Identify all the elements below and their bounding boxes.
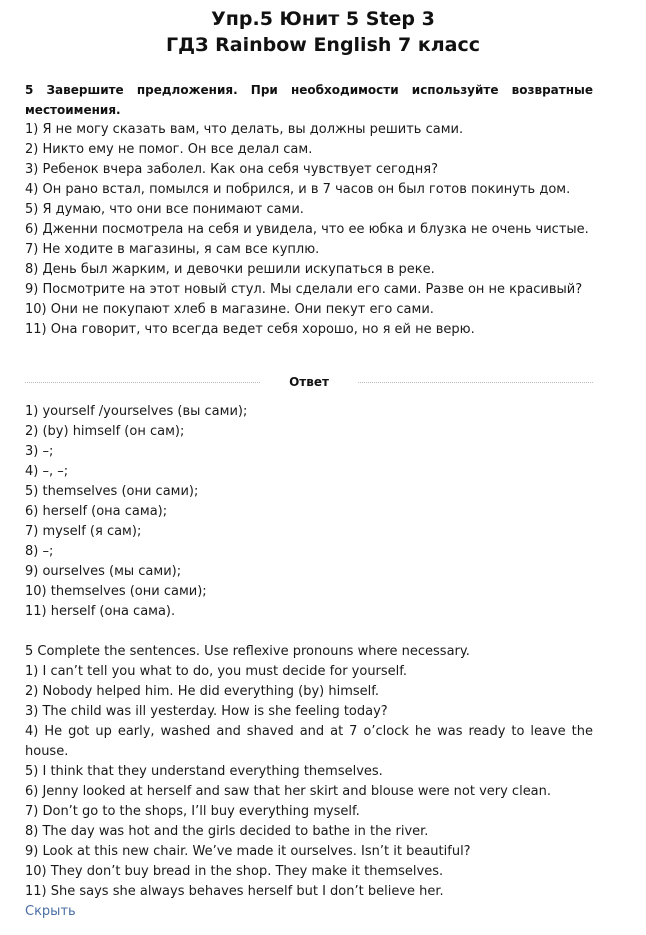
- answer-divider: [25, 372, 593, 392]
- task-sentence: 11) Она говорит, что всегда ведет себя хорошо, но я ей не верю.: [25, 322, 475, 337]
- answer-item: 8) –;: [25, 544, 54, 559]
- translation-sentence: 10) They don’t buy bread in the shop. They make it themselves.: [25, 864, 444, 879]
- answer-item: 10) themselves (они сами);: [25, 584, 207, 599]
- task-sentence: 6) Дженни посмотрела на себя и увидела, что ее юбка и блузка не очень чистые.: [25, 222, 589, 237]
- task-sentence: 7) Не ходите в магазины, я сам все куплю.: [25, 242, 320, 257]
- translation-block: [25, 642, 593, 922]
- answer-item: 5) themselves (они сами);: [25, 484, 199, 499]
- divider-rule-right: [358, 382, 593, 383]
- answer-item: 1) yourself /yourselves (вы сами);: [25, 404, 248, 419]
- page-title-line-2: ГДЗ Rainbow English 7 класс: [165, 34, 481, 56]
- translation-sentence: 8) The day was hot and the girls decided to bathe in the river.: [25, 824, 429, 839]
- hide-link[interactable]: Скрыть: [25, 904, 76, 919]
- page-title: [0, 6, 646, 58]
- task-sentence: 8) День был жарким, и девочки решили искупаться в реке.: [25, 262, 435, 277]
- translation-sentence: 1) I can’t tell you what to do, you must decide for yourself.: [25, 664, 408, 679]
- answer-item: 4) –, –;: [25, 464, 69, 479]
- translation-sentence: 9) Look at this new chair. We’ve made it ourselves. Isn’t it beautiful?: [25, 844, 471, 859]
- task-heading: 5 Завершите предложения. При необходимости используйте возвратные местоимения.: [25, 83, 593, 117]
- translation-sentence: 11) She says she always behaves herself but I don’t believe her.: [25, 884, 444, 899]
- task-sentence: 5) Я думаю, что они все понимают сами.: [25, 202, 304, 217]
- page-title-line-1: Упр.5 Юнит 5 Step 3: [211, 8, 435, 30]
- translation-sentence: 4) He got up early, washed and shaved and at 7 o’clock he was ready to leave the house.: [25, 724, 593, 759]
- answer-item: 2) (by) himself (он сам);: [25, 424, 185, 439]
- answer-item: 9) ourselves (мы сами);: [25, 564, 182, 579]
- translation-heading: 5 Complete the sentences. Use reflexive pronouns where necessary.: [25, 644, 470, 659]
- task-sentence: 4) Он рано встал, помылся и побрился, и в 7 часов он был готов покинуть дом.: [25, 182, 571, 197]
- translation-sentence: 7) Don’t go to the shops, I’ll buy everything myself.: [25, 804, 360, 819]
- answer-item: 3) –;: [25, 444, 54, 459]
- task-sentence: 3) Ребенок вчера заболел. Как она себя чувствует сегодня?: [25, 162, 438, 177]
- translation-sentence: 2) Nobody helped him. He did everything (by) himself.: [25, 684, 380, 699]
- answer-list: [25, 402, 593, 622]
- page: [0, 6, 646, 935]
- translation-sentence: 3) The child was ill yesterday. How is she feeling today?: [25, 704, 388, 719]
- translation-sentence: 5) I think that they understand everything themselves.: [25, 764, 383, 779]
- answer-item: 7) myself (я сам);: [25, 524, 142, 539]
- task-sentence: 10) Они не покупают хлеб в магазине. Они пекут его сами.: [25, 302, 434, 317]
- answer-label: Ответ: [289, 375, 329, 389]
- task-block: [25, 80, 593, 340]
- translation-sentence: 6) Jenny looked at herself and saw that her skirt and blouse were not very clean.: [25, 784, 552, 799]
- task-sentence: 9) Посмотрите на этот новый стул. Мы сделали его сами. Разве он не красивый?: [25, 282, 583, 297]
- task-sentence: 1) Я не могу сказать вам, что делать, вы должны решить сами.: [25, 122, 464, 137]
- answer-item: 11) herself (она сама).: [25, 604, 176, 619]
- answer-item: 6) herself (она сама);: [25, 504, 168, 519]
- task-sentence: 2) Никто ему не помог. Он все делал сам.: [25, 142, 313, 157]
